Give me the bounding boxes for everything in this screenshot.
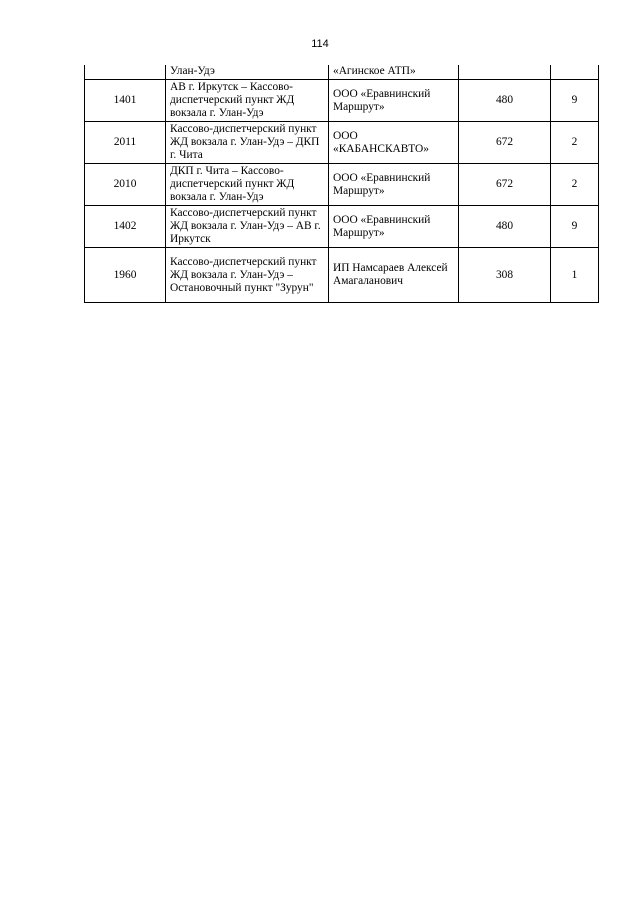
route-number-cell: 1960: [85, 248, 166, 303]
trips-cell: 2: [551, 164, 599, 206]
carrier-cell: ИП Намсараев Алексей Амагаланович: [329, 248, 459, 303]
distance-cell: 672: [459, 164, 551, 206]
table-row: [85, 164, 599, 206]
route-name-cell: АВ г. Иркутск – Кассово-диспетчерский пункт ЖД вокзала г. Улан-Удэ: [166, 80, 329, 122]
route-name-cell: Улан-Удэ: [166, 65, 329, 80]
carrier-cell: ООО «Еравнинский Маршрут»: [329, 164, 459, 206]
trips-cell: 1: [551, 248, 599, 303]
route-name-cell: Кассово-диспетчерский пункт ЖД вокзала г. Улан-Удэ – Остановочный пункт "Зурун": [166, 248, 329, 303]
route-name-cell: Кассово-диспетчерский пункт ЖД вокзала г. Улан-Удэ – АВ г. Иркутск: [166, 206, 329, 248]
route-name-cell: ДКП г. Чита – Кассово-диспетчерский пункт ЖД вокзала г. Улан-Удэ: [166, 164, 329, 206]
carrier-cell: ООО «КАБАНСКАВТО»: [329, 122, 459, 164]
page-number: 114: [311, 38, 329, 50]
route-number-cell: 2010: [85, 164, 166, 206]
carrier-cell: ООО «Еравнинский Маршрут»: [329, 206, 459, 248]
table-row: [85, 65, 599, 80]
route-number-cell: 1402: [85, 206, 166, 248]
table-row: [85, 206, 599, 248]
carrier-cell: «Агинское АТП»: [329, 65, 459, 80]
route-number-cell: 1401: [85, 80, 166, 122]
distance-cell: 480: [459, 206, 551, 248]
table-row: [85, 248, 599, 303]
route-number-cell: 2011: [85, 122, 166, 164]
route-number-cell: [85, 65, 166, 80]
distance-cell: 672: [459, 122, 551, 164]
distance-cell: 308: [459, 248, 551, 303]
routes-table: [84, 65, 599, 303]
table-row: [85, 80, 599, 122]
trips-cell: [551, 65, 599, 80]
trips-cell: 9: [551, 80, 599, 122]
carrier-cell: ООО «Еравнинский Маршрут»: [329, 80, 459, 122]
distance-cell: [459, 65, 551, 80]
route-name-cell: Кассово-диспетчерский пункт ЖД вокзала г. Улан-Удэ – ДКП г. Чита: [166, 122, 329, 164]
trips-cell: 9: [551, 206, 599, 248]
table-row: [85, 122, 599, 164]
trips-cell: 2: [551, 122, 599, 164]
distance-cell: 480: [459, 80, 551, 122]
